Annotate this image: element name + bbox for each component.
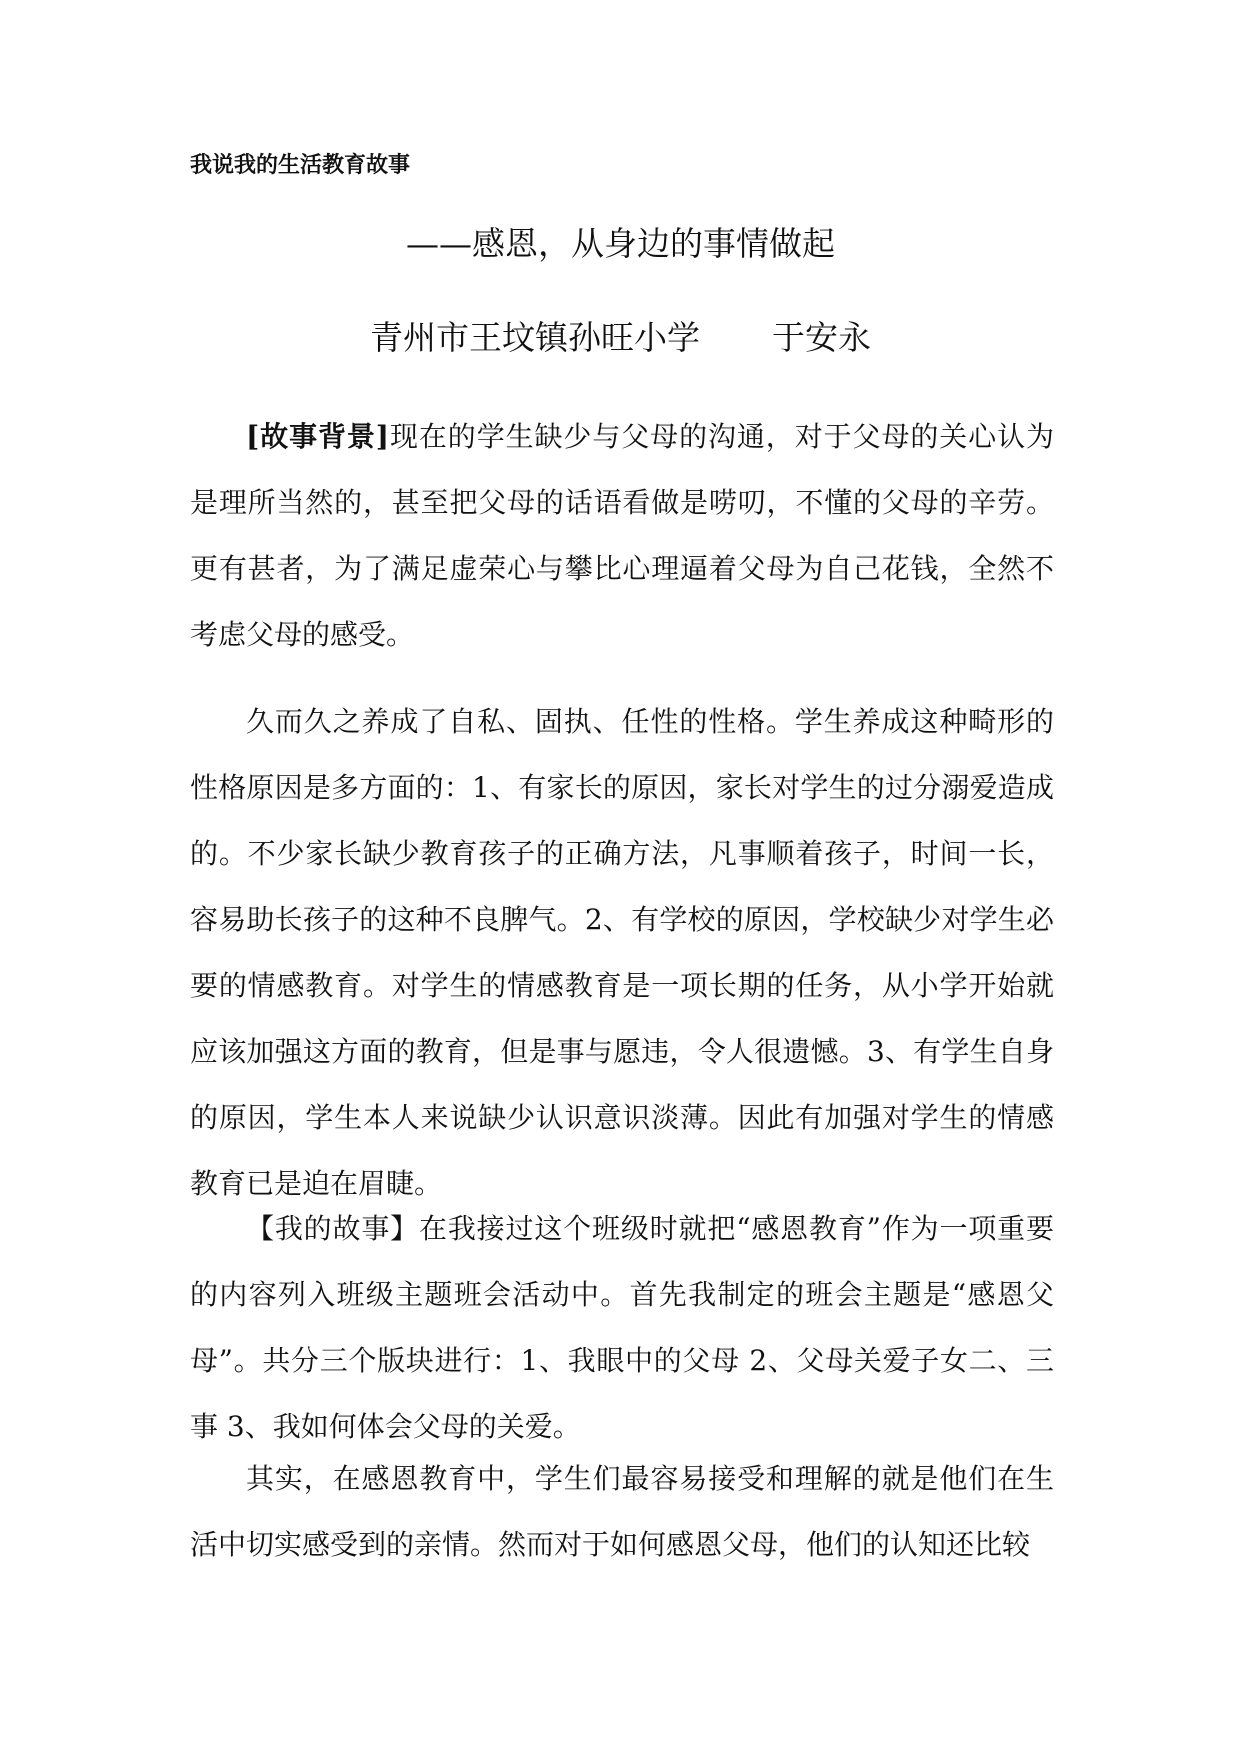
my-story-label: 【我的故事】 xyxy=(246,1212,420,1245)
paragraph-gratitude xyxy=(190,1446,1054,1578)
author-school: 青州市王坟镇孙旺小学 xyxy=(370,318,700,357)
author-name: 于安永 xyxy=(772,318,871,357)
story-background-label: [故事背景] xyxy=(246,420,390,453)
story-background-text: 现在的学生缺少与父母的沟通，对于父母的关心认为是理所当然的，甚至把父母的话语看做是唠叨，不懂的父母的辛劳。更有甚者，为了满足虚荣心与攀比心理逼着父母为自己花钱，全然不考虑父母的感受。 xyxy=(190,420,1054,651)
paragraph-causes xyxy=(190,689,1054,1217)
my-story-text: 在我接过这个班级时就把“感恩教育”作为一项重要的内容列入班级主题班会活动中。首先我制定的班会主题是“感恩父母”。共分三个版块进行：1、我眼中的父母 2、父母关爱子女二、三事 3、我如何体会父母的关爱。 xyxy=(190,1212,1054,1443)
paragraph-story-background xyxy=(190,404,1054,668)
author-line xyxy=(0,316,1241,360)
causes-text: 久而久之养成了自私、固执、任性的性格。学生养成这种畸形的性格原因是多方面的：1、有家长的原因，家长对学生的过分溺爱造成的。不少家长缺少教育孩子的正确方法，凡事顺着孩子，时间一长，容易助长孩子的这种不良脾气。2、有学校的原因，学校缺少对学生必要的情感教育。对学生的情感教育是一项长期的任务，从小学开始就应该加强这方面的教育，但是事与愿违，令人很遗憾。3、有学生自身的原因，学生本人来说缺少认识意识淡薄。因此有加强对学生的情感教育已是迫在眉睫。 xyxy=(190,705,1054,1200)
document-subtitle: ——感恩，从身边的事情做起 xyxy=(406,224,835,263)
paragraph-my-story xyxy=(190,1196,1054,1460)
document-heading: 我说我的生活教育故事 xyxy=(190,152,411,178)
gratitude-text: 其实，在感恩教育中，学生们最容易接受和理解的就是他们在生活中切实感受到的亲情。然而对于如何感恩父母，他们的认知还比较 xyxy=(190,1462,1054,1561)
